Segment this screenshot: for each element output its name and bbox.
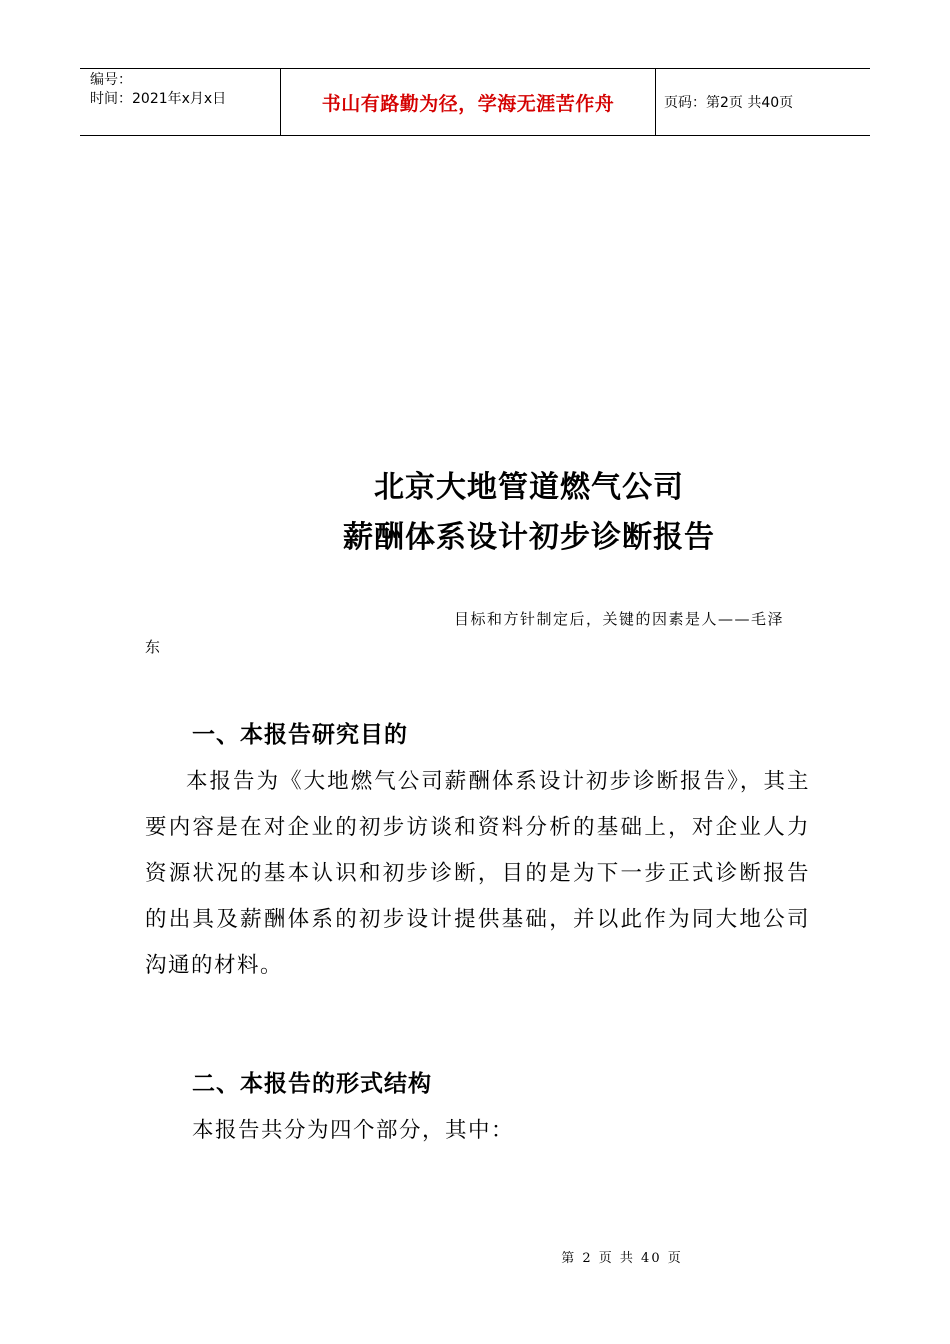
section-body-structure: 本报告共分为四个部分，其中：	[192, 1118, 515, 1143]
epigraph-line2: 东	[145, 638, 162, 656]
section-body-purpose: 本报告为《大地燃气公司薪酬体系设计初步诊断报告》，其主要内容是在对企业的初步访谈和资料分析的基础上，对企业人力资源状况的基本认识和初步诊断，目的是为下一步正式诊断报告的出具及薪酬体系的初步设计提供基础，并以此作为同大地公司沟通的材料。	[145, 769, 810, 978]
header-page-label: 页码：第2页 共40页	[664, 95, 794, 111]
document-title-line2: 薪酬体系设计初步诊断报告	[343, 520, 715, 555]
page-footer: 第 2 页 共 40 页	[561, 1251, 683, 1266]
page-header	[80, 68, 870, 136]
section-heading-purpose: 一、本报告研究目的	[192, 722, 408, 748]
header-motto: 书山有路勤为径，学海无涯苦作舟	[281, 69, 656, 135]
epigraph-line1: 目标和方针制定后，关键的因素是人——毛泽	[454, 610, 785, 628]
header-meta	[80, 69, 281, 135]
document-title-line1: 北京大地管道燃气公司	[374, 470, 684, 505]
number-label: 编号：	[90, 72, 132, 88]
section-heading-structure: 二、本报告的形式结构	[192, 1071, 432, 1097]
date-label: 时间：2021年x月x日	[90, 91, 227, 107]
